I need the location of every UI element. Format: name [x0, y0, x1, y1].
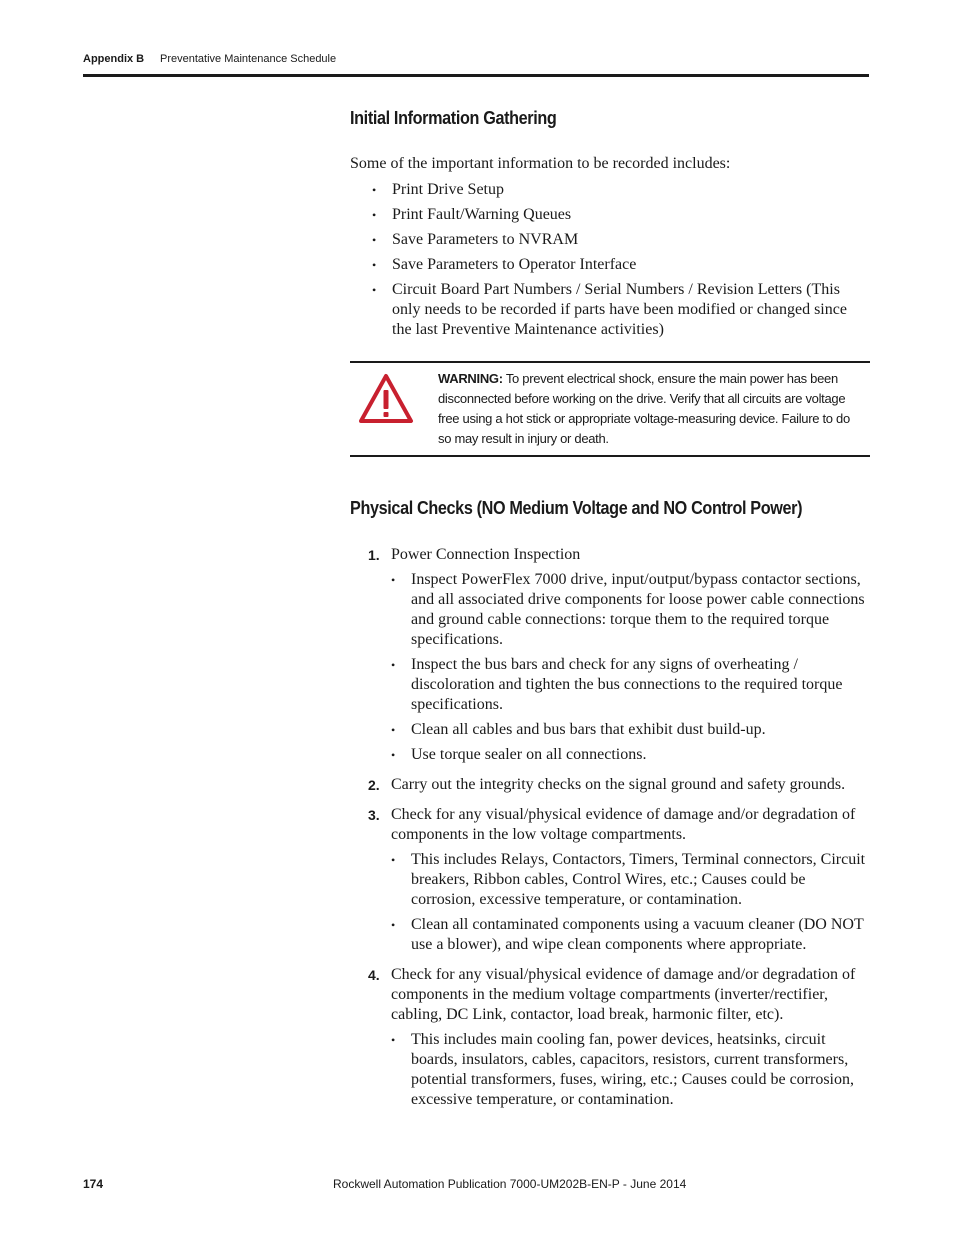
- warning-text: [438, 369, 863, 449]
- sub-item: • Inspect the bus bars and check for any signs of overheating / discoloration and tighten the bus connections to the required torque specifications.: [391, 655, 870, 715]
- sub-item: • Clean all cables and bus bars that exhibit dust build-up.: [391, 720, 870, 740]
- intro-paragraph: Some of the important information to be recorded includes:: [350, 155, 731, 172]
- sub-item: • Clean all contaminated components using a vacuum cleaner (DO NOT use a blower), and wipe clean components where appropriate.: [391, 915, 870, 955]
- step-item: [350, 775, 870, 795]
- warning-box: [350, 361, 870, 457]
- sub-item: • This includes Relays, Contactors, Timers, Terminal connectors, Circuit breakers, Ribbon cables, Control Wires, etc.; Causes could be corrosion, excessive temperature, or contamination.: [391, 850, 870, 910]
- step-item: [350, 965, 870, 1110]
- header-rule: [83, 74, 869, 77]
- step-number: 1.: [368, 547, 380, 563]
- list-item: • Save Parameters to Operator Interface: [372, 255, 870, 275]
- physical-checks-list: [350, 545, 870, 1120]
- sub-item: • Inspect PowerFlex 7000 drive, input/output/bypass contactor sections, and all associated drive components for loose power cable connections and ground cable connections: torque them to the required torque specifications.: [391, 570, 870, 650]
- info-list: [372, 180, 870, 345]
- running-header-section: Appendix B: [83, 53, 145, 65]
- sub-list: [391, 570, 870, 765]
- list-item: • Print Drive Setup: [372, 180, 870, 200]
- sub-item: • This includes main cooling fan, power devices, heatsinks, circuit boards, insulators, cables, capacitors, resistors, current transformers, potential transformers, fuses, wiring, etc.; Causes could be corrosion, excessive temperature, or contamination.: [391, 1030, 870, 1110]
- sub-list: [391, 1030, 870, 1110]
- step-number: 2.: [368, 777, 380, 793]
- list-item: • Print Fault/Warning Queues: [372, 205, 870, 225]
- page-number: 174: [83, 1177, 104, 1191]
- list-item: • Circuit Board Part Numbers / Serial Numbers / Revision Letters (This only needs to be recorded if parts have been modified or changed since the last Preventive Maintenance activities): [372, 280, 870, 340]
- warning-message: To prevent electrical shock, ensure the main power has been disconnected before working on the drive. Verify that all circuits are voltage free using a hot stick or appropriate voltage-measuring device. Failure to do so may result in injury or death.: [438, 371, 850, 446]
- sub-list: [391, 850, 870, 955]
- step-item: [350, 805, 870, 955]
- step-number: 3.: [368, 807, 380, 823]
- step-number: 4.: [368, 967, 380, 983]
- step-text: Check for any visual/physical evidence of damage and/or degradation of components in the low voltage compartments.: [391, 806, 856, 843]
- list-item: • Save Parameters to NVRAM: [372, 230, 870, 250]
- section-heading-initial: Initial Information Gathering: [350, 108, 557, 128]
- warning-triangle-icon: [358, 373, 414, 425]
- publication-info: Rockwell Automation Publication 7000-UM202B-EN-P - June 2014: [333, 1177, 687, 1191]
- running-header-title: Preventative Maintenance Schedule: [160, 53, 337, 65]
- step-text: Carry out the integrity checks on the signal ground and safety grounds.: [391, 776, 846, 793]
- section-heading-physical: Physical Checks (NO Medium Voltage and NO Control Power): [350, 498, 803, 518]
- sub-item: • Use torque sealer on all connections.: [391, 745, 870, 765]
- step-item: [350, 545, 870, 765]
- warning-label: WARNING:: [438, 371, 503, 386]
- step-text: Check for any visual/physical evidence of damage and/or degradation of components in the medium voltage compartments (inverter/rectifier, cabling, DC Link, contactor, load break, harmonic filter, etc).: [391, 966, 856, 1023]
- step-text: Power Connection Inspection: [391, 546, 581, 563]
